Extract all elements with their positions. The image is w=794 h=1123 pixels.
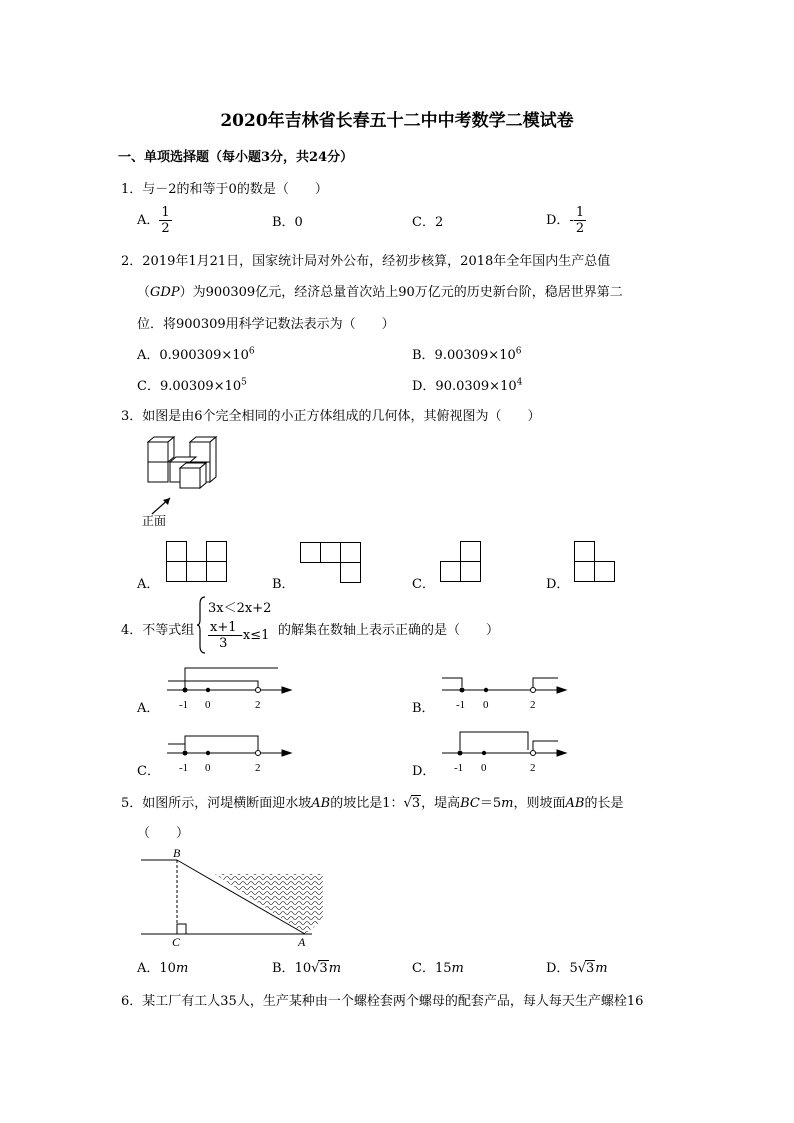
q2-option-c[interactable]: C．$9.00309\times 10^5$: [137, 377, 247, 394]
q5-option-c[interactable]: C．15m: [412, 961, 464, 976]
tick-minus1: -1: [454, 762, 464, 774]
q3-option-b[interactable]: B．: [272, 577, 295, 592]
tick-2: 2: [255, 699, 261, 711]
section-heading: 一、单项选择题（每小题3分，共24分）: [118, 150, 354, 165]
q4-prefix: 4．不等式组: [121, 623, 195, 638]
q3-option-d[interactable]: D．: [546, 577, 570, 592]
tick-minus1: -1: [179, 762, 189, 774]
q5-line1: 5．如图所示，河堤横断面迎水坡AB的坡比是1：√3，堤高BC＝5m，则坡面AB的长是: [121, 796, 624, 811]
q4-option-c-numberline: [165, 727, 295, 777]
tick-2: 2: [530, 699, 536, 711]
q4-brace: [197, 596, 207, 654]
q5-option-b[interactable]: B．10√3m: [272, 961, 342, 976]
tick-minus1: -1: [456, 699, 466, 711]
q3-stem: 3．如图是由6个完全相同的小正方体组成的几何体，其俯视图为（ ）: [121, 409, 541, 424]
q1-option-d[interactable]: D．- $\frac{1}{2}$: [546, 205, 585, 236]
tick-0: 0: [483, 699, 489, 711]
q4-option-a-numberline: [165, 664, 295, 714]
q4-option-a[interactable]: A．: [137, 701, 160, 716]
q3-option-d-figure: [574, 541, 636, 583]
label-a: A: [298, 935, 306, 949]
q5-option-d[interactable]: D．5√3m: [546, 961, 608, 976]
q4-inequality-1: 3x＜2x+2: [208, 601, 272, 616]
q4-option-b[interactable]: B．: [412, 701, 435, 716]
q2-line1: 2．2019年1月21日，国家统计局对外公布，经初步核算，2018年全年国内生产总值: [121, 254, 611, 269]
q2-option-a[interactable]: A．$0.900309\times 10^6$: [137, 346, 255, 363]
q2-option-d[interactable]: D．$90.0309\times 10^4$: [412, 377, 523, 394]
q4-option-b-numberline: [440, 664, 570, 714]
q1-option-c[interactable]: C．2: [412, 215, 444, 230]
q2-option-b[interactable]: B．$9.00309\times 10^6$: [412, 346, 522, 363]
tick-2: 2: [255, 762, 261, 774]
label-c: C: [172, 935, 181, 949]
q5-line2: （ ）: [137, 826, 190, 841]
tick-0: 0: [481, 762, 487, 774]
q4-option-d[interactable]: D．: [412, 764, 436, 779]
tick-0: 0: [205, 762, 211, 774]
tick-2: 2: [530, 762, 536, 774]
q3-front-label: 正面: [142, 514, 167, 528]
tick-0: 0: [205, 699, 211, 711]
q2-line2: （GDP）为900309亿元，经济总量首次站上90万亿元的历史新台阶，稳居世界第二: [137, 285, 623, 300]
q3-option-a[interactable]: A．: [137, 577, 160, 592]
q5-slope-figure: [137, 845, 337, 950]
q3-option-c[interactable]: C．: [412, 577, 435, 592]
q4-inequality-2: $\frac{x+1}{3}$ -x≤1: [210, 620, 270, 651]
q3-option-b-figure: [300, 542, 362, 584]
q4-option-d-numberline: [440, 727, 570, 777]
page-title: 2020年吉林省长春五十二中中考数学二模试卷: [220, 111, 574, 131]
q3-option-c-figure: [440, 541, 502, 583]
q5-option-a[interactable]: A．10m: [137, 961, 189, 976]
q1-stem: 1．与－2的和等于0的数是（ ）: [121, 182, 328, 197]
q4-suffix: 的解集在数轴上表示正确的是（ ）: [278, 623, 500, 638]
q1-option-a[interactable]: A． $\frac{1}{2}$: [137, 205, 170, 236]
tick-minus1: -1: [179, 699, 189, 711]
q2-line3: 位．将900309用科学记数法表示为（ ）: [137, 317, 395, 332]
q3-option-a-figure: [166, 541, 228, 583]
q1-option-b[interactable]: B．0: [272, 215, 303, 230]
label-b: B: [173, 846, 181, 860]
q6-line1: 6．某工厂有工人35人，生产某种由一个螺栓套两个螺母的配套产品，每人每天生产螺栓16: [121, 994, 644, 1009]
q4-option-c[interactable]: C．: [137, 764, 160, 779]
